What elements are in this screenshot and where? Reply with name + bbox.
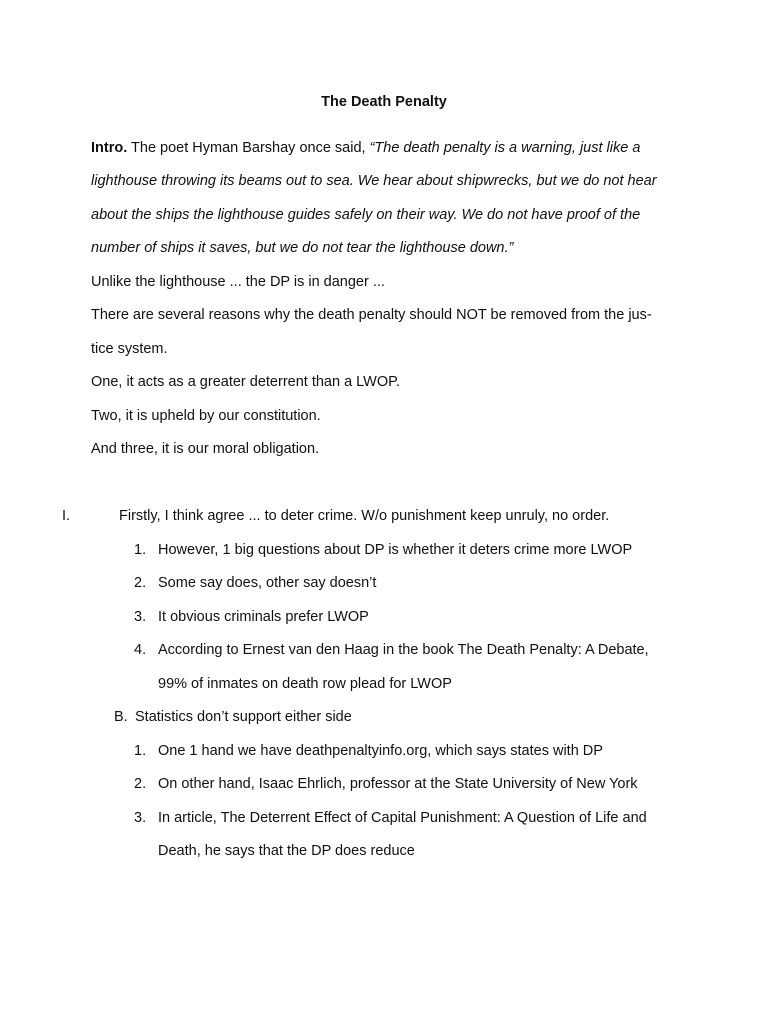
intro-paragraph: One, it acts as a greater deterrent than a LWOP.	[91, 374, 400, 390]
list-item-number: 2.	[134, 776, 147, 792]
intro-paragraph: Two, it is upheld by our constitution.	[91, 408, 321, 424]
list-item-number: 1.	[134, 743, 147, 759]
list-item: It obvious criminals prefer LWOP	[158, 609, 369, 625]
list-item: Some say does, other say doesn’t	[158, 575, 377, 591]
quote-line-2: lighthouse throwing its beams out to sea. We hear about shipwrecks, but we do not hear	[91, 173, 657, 189]
list-item: In article, The Deterrent Effect of Capital Punishment: A Question of Life and	[158, 810, 647, 826]
quote-line-4: number of ships it saves, but we do not tear the lighthouse down.”	[91, 240, 514, 256]
intro-line-1	[91, 140, 640, 156]
list-item: One 1 hand we have deathpenaltyinfo.org, which says states with DP	[158, 743, 603, 759]
section-heading: Firstly, I think agree ... to deter crime. W/o punishment keep unruly, no order.	[119, 508, 610, 524]
list-item-number: 1.	[134, 542, 147, 558]
list-item-number: 3.	[134, 810, 147, 826]
list-item-number: 3.	[134, 609, 147, 625]
subsection-letter: B.	[114, 709, 128, 725]
intro-paragraph: Unlike the lighthouse ... the DP is in danger ...	[91, 274, 385, 290]
intro-lead: The poet Hyman Barshay once said,	[127, 140, 370, 156]
list-item: On other hand, Isaac Ehrlich, professor at the State University of New York	[158, 776, 638, 792]
intro-label: Intro.	[91, 140, 128, 156]
list-item: According to Ernest van den Haag in the book The Death Penalty: A Debate,	[158, 642, 649, 658]
section-numeral: I.	[62, 508, 71, 524]
list-item-number: 4.	[134, 642, 147, 658]
intro-paragraph: And three, it is our moral obligation.	[91, 441, 320, 457]
list-item-continuation: Death, he says that the DP does reduce	[158, 843, 415, 859]
quote-line-3: about the ships the lighthouse guides safely on their way. We do not have proof of the	[91, 207, 641, 223]
intro-paragraph: There are several reasons why the death penalty should NOT be removed from the jus-	[91, 307, 652, 323]
document-title: The Death Penalty	[321, 94, 447, 110]
list-item-number: 2.	[134, 575, 147, 591]
intro-paragraph: tice system.	[91, 341, 168, 357]
subsection-heading: Statistics don’t support either side	[135, 709, 352, 725]
list-item-continuation: 99% of inmates on death row plead for LWOP	[158, 676, 452, 692]
list-item: However, 1 big questions about DP is whether it deters crime more LWOP	[158, 542, 633, 558]
quote-line-1: “The death penalty is a warning, just like a	[369, 140, 641, 156]
